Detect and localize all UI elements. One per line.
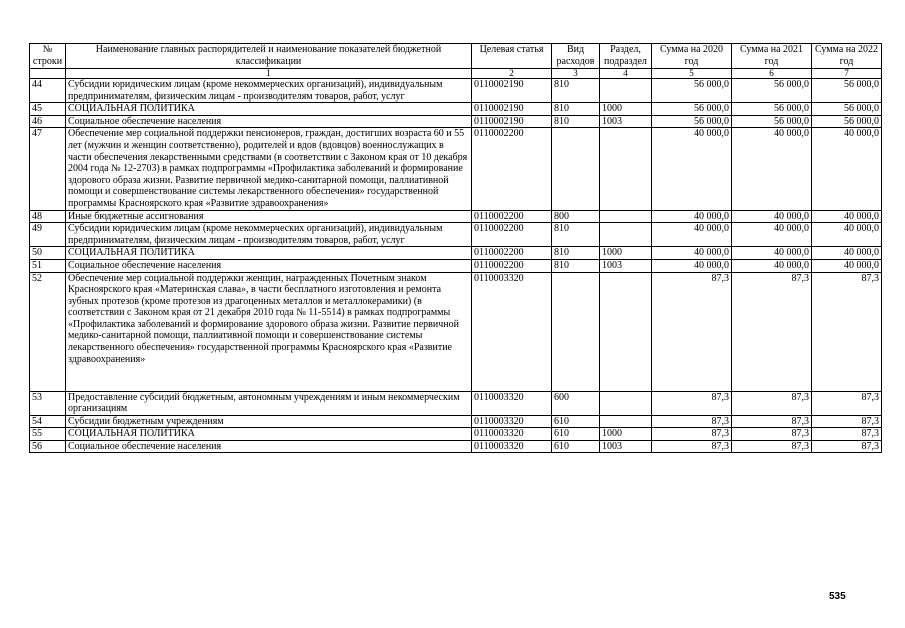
sum-2020: 87,3 (652, 440, 732, 453)
budget-table (29, 43, 882, 453)
sum-2020: 87,3 (652, 391, 732, 415)
row-number: 49 (30, 223, 66, 247)
sum-2020: 56 000,0 (652, 103, 732, 116)
indicator-name: Субсидии юридическим лицам (кроме некоммерческих организаций), индивидуальным предпринимателям, физическим лицам - производителям товаров, работ, услуг (66, 79, 472, 103)
row-number: 51 (30, 259, 66, 272)
table-row (30, 415, 882, 428)
column-number: 1 (66, 69, 472, 79)
expense-type (552, 128, 600, 210)
target-article: 0110002200 (472, 128, 552, 210)
row-number: 52 (30, 272, 66, 391)
indicator-name: Субсидии юридическим лицам (кроме некоммерческих организаций), индивидуальным предпринимателям, физическим лицам - производителям товаров, работ, услуг (66, 223, 472, 247)
row-number: 47 (30, 128, 66, 210)
indicator-name: Иные бюджетные ассигнования (66, 210, 472, 223)
sum-2021: 56 000,0 (732, 103, 812, 116)
sum-2020: 40 000,0 (652, 247, 732, 260)
sum-2021: 40 000,0 (732, 259, 812, 272)
row-number: 45 (30, 103, 66, 116)
section-subsection: 1003 (600, 259, 652, 272)
section-subsection (600, 79, 652, 103)
sum-2021: 87,3 (732, 440, 812, 453)
column-number: 6 (732, 69, 812, 79)
row-number: 55 (30, 428, 66, 441)
expense-type: 610 (552, 428, 600, 441)
header-row (30, 44, 882, 69)
sum-2021: 56 000,0 (732, 115, 812, 128)
sum-2020: 87,3 (652, 272, 732, 391)
row-number: 53 (30, 391, 66, 415)
target-article: 0110003320 (472, 440, 552, 453)
sum-2022: 40 000,0 (812, 259, 882, 272)
table-row (30, 128, 882, 210)
indicator-name: Социальное обеспечение населения (66, 440, 472, 453)
table-row (30, 79, 882, 103)
indicator-name: СОЦИАЛЬНАЯ ПОЛИТИКА (66, 247, 472, 260)
section-subsection: 1003 (600, 440, 652, 453)
sum-2022: 40 000,0 (812, 223, 882, 247)
section-subsection (600, 415, 652, 428)
sum-2021: 40 000,0 (732, 223, 812, 247)
table-row (30, 391, 882, 415)
expense-type: 810 (552, 115, 600, 128)
row-number: 56 (30, 440, 66, 453)
section-subsection (600, 223, 652, 247)
expense-type: 810 (552, 247, 600, 260)
target-article: 0110003320 (472, 391, 552, 415)
sum-2021: 87,3 (732, 272, 812, 391)
section-subsection: 1000 (600, 247, 652, 260)
target-article: 0110002200 (472, 210, 552, 223)
table-row (30, 272, 882, 391)
sum-2021: 87,3 (732, 428, 812, 441)
sum-2021: 56 000,0 (732, 79, 812, 103)
column-number-row (30, 69, 882, 79)
sum-2020: 40 000,0 (652, 223, 732, 247)
table-row (30, 440, 882, 453)
header-name: Наименование главных распорядителей и наименование показателей бюджетной классификации (66, 44, 472, 69)
sum-2021: 87,3 (732, 415, 812, 428)
header-sum-2021: Сумма на 2021 год (732, 44, 812, 69)
header-expense-type: Вид расходов (552, 44, 600, 69)
header-sum-2020: Сумма на 2020 год (652, 44, 732, 69)
table-row (30, 259, 882, 272)
sum-2022: 40 000,0 (812, 210, 882, 223)
column-number: 2 (472, 69, 552, 79)
sum-2020: 40 000,0 (652, 259, 732, 272)
target-article: 0110002190 (472, 115, 552, 128)
indicator-name: Социальное обеспечение населения (66, 115, 472, 128)
column-number: 7 (812, 69, 882, 79)
expense-type: 810 (552, 103, 600, 116)
expense-type: 610 (552, 415, 600, 428)
sum-2022: 40 000,0 (812, 247, 882, 260)
header-target-article: Целевая статья (472, 44, 552, 69)
section-subsection: 1000 (600, 428, 652, 441)
target-article: 0110002190 (472, 103, 552, 116)
sum-2020: 56 000,0 (652, 79, 732, 103)
expense-type: 810 (552, 259, 600, 272)
target-article: 0110002200 (472, 259, 552, 272)
column-number: 3 (552, 69, 600, 79)
target-article: 0110003320 (472, 272, 552, 391)
column-number (30, 69, 66, 79)
target-article: 0110002200 (472, 223, 552, 247)
section-subsection (600, 210, 652, 223)
header-section: Раздел, подраздел (600, 44, 652, 69)
sum-2022: 87,3 (812, 391, 882, 415)
table-row (30, 115, 882, 128)
sum-2021: 40 000,0 (732, 247, 812, 260)
target-article: 0110003320 (472, 415, 552, 428)
indicator-name: Социальное обеспечение населения (66, 259, 472, 272)
target-article: 0110002200 (472, 247, 552, 260)
column-number: 5 (652, 69, 732, 79)
table-row (30, 247, 882, 260)
expense-type: 610 (552, 440, 600, 453)
expense-type: 800 (552, 210, 600, 223)
indicator-name: Субсидии бюджетным учреждениям (66, 415, 472, 428)
sum-2020: 56 000,0 (652, 115, 732, 128)
sum-2022: 87,3 (812, 272, 882, 391)
section-subsection: 1000 (600, 103, 652, 116)
header-sum-2022: Сумма на 2022 год (812, 44, 882, 69)
table-row (30, 103, 882, 116)
expense-type: 600 (552, 391, 600, 415)
sum-2022: 87,3 (812, 428, 882, 441)
target-article: 0110002190 (472, 79, 552, 103)
sum-2022: 87,3 (812, 440, 882, 453)
indicator-name: Обеспечение мер социальной поддержки пенсионеров, граждан, достигших возраста 60 и 55 лет (мужчин и женщин соответственно), родителей и вдов (вдовцов) военнослужащих в части обеспечения лекарственными средствами (в соответствии с Законом края от 10 декабря 2004 года № 12-2703) в рамках подпрограммы «Профилактика заболеваний и формирование здорового образа жизни. Развитие первичной медико-санитарной помощи, паллиативной помощи и совершенствование системы лекарственного обеспечения» государственной программы Красноярского края «Развитие здравоохранения» (66, 128, 472, 210)
sum-2020: 40 000,0 (652, 128, 732, 210)
sum-2020: 87,3 (652, 415, 732, 428)
sum-2021: 87,3 (732, 391, 812, 415)
sum-2020: 40 000,0 (652, 210, 732, 223)
row-number: 48 (30, 210, 66, 223)
table-row (30, 210, 882, 223)
sum-2022: 56 000,0 (812, 103, 882, 116)
indicator-name: СОЦИАЛЬНАЯ ПОЛИТИКА (66, 103, 472, 116)
expense-type (552, 272, 600, 391)
section-subsection (600, 391, 652, 415)
sum-2022: 40 000,0 (812, 128, 882, 210)
table-row (30, 428, 882, 441)
expense-type: 810 (552, 79, 600, 103)
row-number: 54 (30, 415, 66, 428)
row-number: 44 (30, 79, 66, 103)
page-number: 535 (829, 591, 846, 602)
sum-2022: 87,3 (812, 415, 882, 428)
sum-2022: 56 000,0 (812, 115, 882, 128)
table-row (30, 223, 882, 247)
expense-type: 810 (552, 223, 600, 247)
row-number: 46 (30, 115, 66, 128)
column-number: 4 (600, 69, 652, 79)
target-article: 0110003320 (472, 428, 552, 441)
sum-2021: 40 000,0 (732, 128, 812, 210)
section-subsection: 1003 (600, 115, 652, 128)
sum-2022: 56 000,0 (812, 79, 882, 103)
sum-2021: 40 000,0 (732, 210, 812, 223)
section-subsection (600, 272, 652, 391)
row-number: 50 (30, 247, 66, 260)
indicator-name: Обеспечение мер социальной поддержки женщин, награжденных Почетным знаком Красноярского края «Материнская слава», в части бесплатного изготовления и ремонта зубных протезов (кроме протезов из драгоценных металлов и металлокерамики) (в соответствии с Законом края от 21 декабря 2010 года № 11-5514) в рамках подпрограммы «Профилактика заболеваний и формирование здорового образа жизни. Развитие первичной медико-санитарной помощи, паллиативной помощи и совершенствование системы лекарственного обеспечения» государственной программы Красноярского края «Развитие здравоохранения» (66, 272, 472, 391)
indicator-name: Предоставление субсидий бюджетным, автономным учреждениям и иным некоммерческим организациям (66, 391, 472, 415)
sum-2020: 87,3 (652, 428, 732, 441)
indicator-name: СОЦИАЛЬНАЯ ПОЛИТИКА (66, 428, 472, 441)
section-subsection (600, 128, 652, 210)
header-row-number: № строки (30, 44, 66, 69)
